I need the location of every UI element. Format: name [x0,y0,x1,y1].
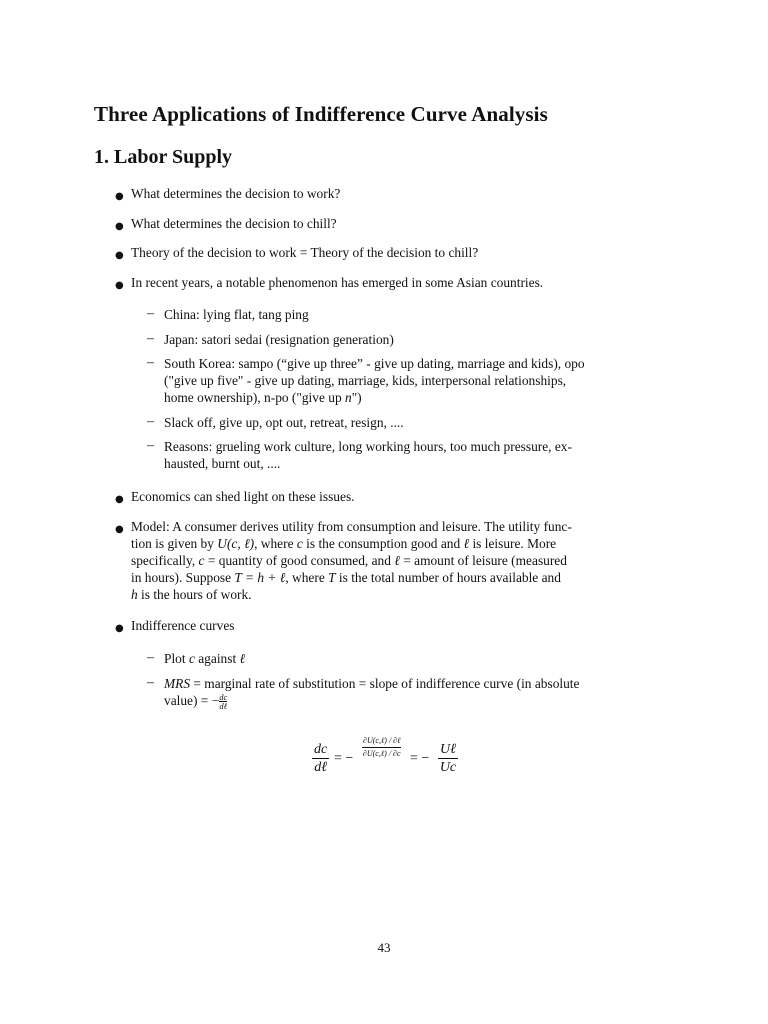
var-c: c [198,553,205,568]
mrs-text: = marginal rate of substitution = slope of indifference curve (in absolute [190,676,580,691]
subitem-korea-line3 [164,389,362,406]
model-text: tion is given by [131,536,218,551]
dash-marker: – [147,675,154,690]
subitem-plot [164,650,245,667]
inline-frac-den: dℓ [219,701,228,712]
mid-den: ∂U(c,ℓ) / ∂c [362,749,401,758]
time-constraint: T = h + ℓ [234,570,286,585]
dash-marker: – [147,438,154,453]
dash-marker: – [147,306,154,321]
equals-minus: = − [334,751,354,766]
subitem-reasons-line2: hausted, burnt out, .... [164,456,281,471]
subitem-reasons-line1: Reasons: grueling work culture, long working hours, too much pressure, ex- [164,439,572,454]
model-text: in hours). Suppose [131,570,235,585]
bullet-dot: ● [115,280,124,291]
subitem-mrs-line2 [164,692,227,710]
plot-text: against [194,651,240,666]
bullet-text: In recent years, a notable phenomenon has emerged in some Asian countries. [131,275,544,290]
page-number: 43 [377,940,391,955]
model-text: , where [285,570,329,585]
korea-line3-post: ") [351,390,362,405]
rhs-fraction [438,741,458,776]
var-h: h [131,587,138,602]
dash-marker: – [147,650,154,665]
korea-line3-pre: home ownership), n-po ("give up [164,390,345,405]
model-line1: Model: A consumer derives utility from consumption and leisure. The utility func- [131,519,572,534]
model-text: is the total number of hours available and [335,570,561,585]
var-c: c [296,536,303,551]
model-line4 [131,569,675,586]
mrs-symbol: MRS [164,676,191,691]
subitem-mrs-line1 [164,675,675,692]
lhs-num: dc [314,742,328,757]
mrs-equation [300,735,480,790]
korea-n: n [345,390,352,405]
subitem-korea-line1: South Korea: sampo (“give up three” - give up dating, marriage and kids), opo [164,356,585,371]
model-line5 [131,586,252,603]
model-text: is leisure. More [469,536,557,551]
lhs-fraction [312,741,329,776]
bullet-text: What determines the decision to work? [131,186,341,201]
subitem-korea-line2: ("give up five" - give up dating, marriage, kids, interpersonal relationships, [164,373,567,388]
mid-num: ∂U(c,ℓ) / ∂ℓ [362,735,401,748]
plot-text: Plot [164,651,189,666]
bullet-text: What determines the decision to chill? [131,216,337,231]
rhs-den: Uc [439,760,457,775]
lhs-den: dℓ [314,760,328,775]
var-l: ℓ [239,651,246,666]
dash-marker: – [147,414,154,429]
bullet-dot: ● [115,623,124,634]
subitem-japan: Japan: satori sedai (resignation generation) [164,332,394,347]
dash-marker: – [147,331,154,346]
var-c: c [188,651,195,666]
subitem-china: China: lying flat, tang ping [164,307,309,322]
model-text: , where [254,536,297,551]
var-T: T [328,570,336,585]
bullet-indifference: Indifference curves [131,618,235,633]
bullet-dot: ● [115,191,124,202]
bullet-economics: Economics can shed light on these issues. [131,489,355,504]
subitem-slack: Slack off, give up, opt out, retreat, resign, .... [164,415,404,430]
page-title: Three Applications of Indifference Curve Analysis [94,102,548,126]
equals-minus: = − [410,751,430,766]
bullet-dot: ● [115,221,124,232]
bullet-dot: ● [115,524,124,535]
inline-frac-num: dc [219,692,228,703]
section-heading: 1. Labor Supply [94,146,233,168]
model-line2 [131,535,675,552]
mid-fraction [362,735,401,760]
bullet-text: Theory of the decision to work = Theory of the decision to chill? [131,245,479,260]
dash-marker: – [147,355,154,370]
model-text: = amount of leisure (measured [399,553,567,568]
rhs-num: Uℓ [440,742,456,757]
model-text: is the consumption good and [302,536,464,551]
model-line3 [131,552,675,569]
bullet-dot: ● [115,250,124,261]
var-l: ℓ [394,553,400,568]
bullet-dot: ● [115,494,124,505]
var-l: ℓ [463,536,470,551]
model-text: = quantity of good consumed, and [204,553,395,568]
mrs-text: value) = − [164,693,220,708]
utility-fn: U(c, ℓ) [217,536,255,551]
model-text: is the hours of work. [137,587,252,602]
inline-fraction [219,693,227,710]
model-text: specifically, [131,553,199,568]
